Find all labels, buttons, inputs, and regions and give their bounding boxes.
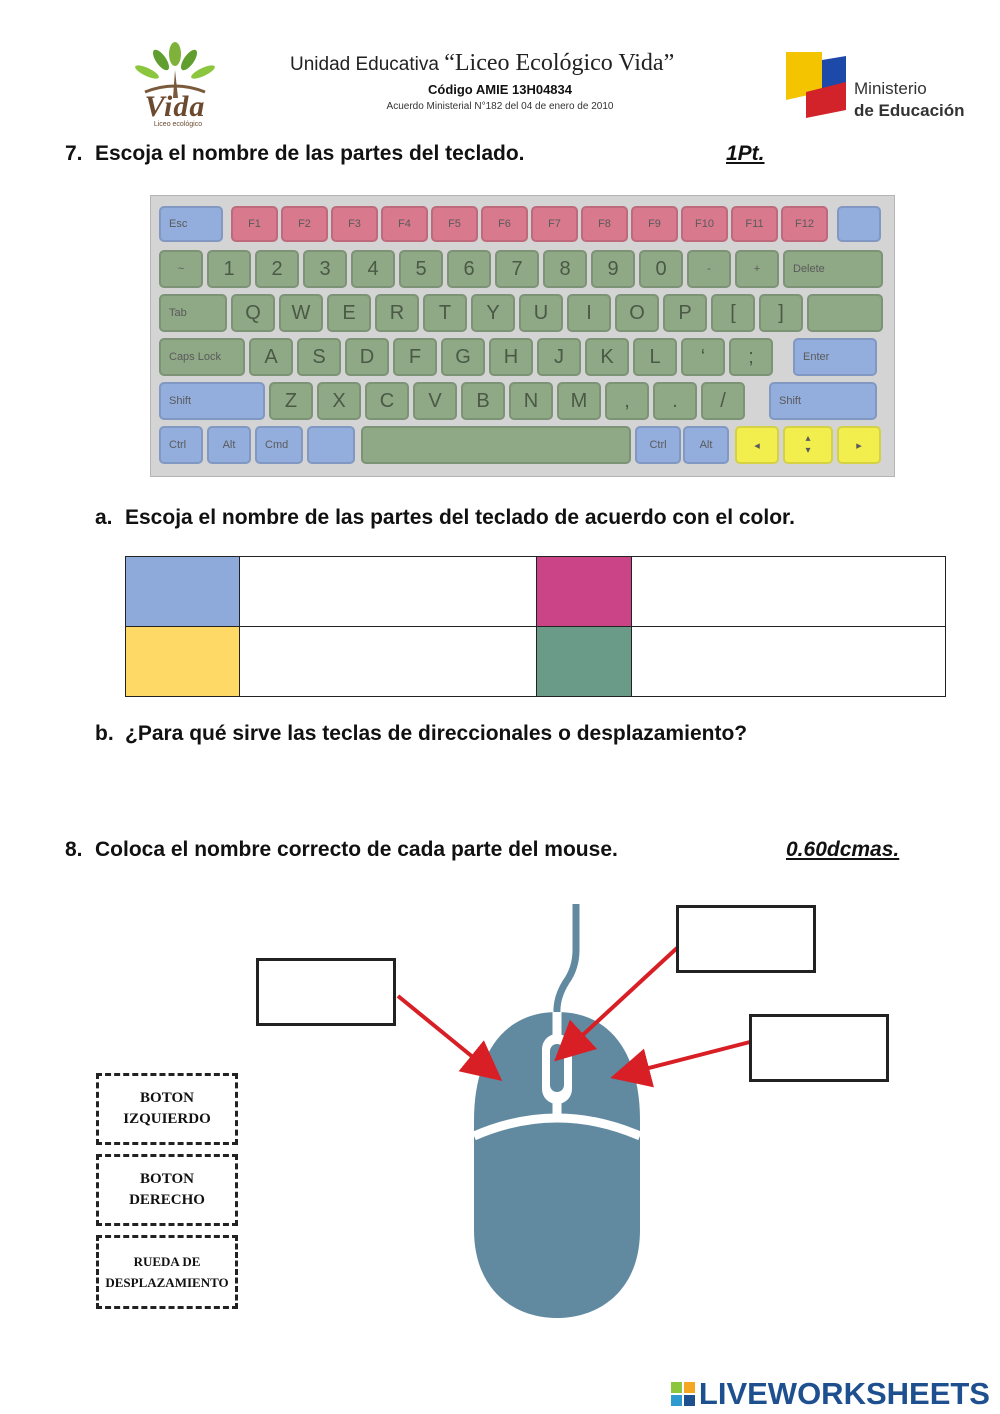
key: -: [687, 250, 731, 288]
amie-code: Código AMIE 13H04834: [427, 82, 572, 97]
school-prefix: Unidad Educativa: [290, 54, 439, 75]
key: ]: [759, 294, 803, 332]
key: F4: [381, 206, 428, 242]
card-line: IZQUIERDO: [123, 1111, 211, 1127]
card-line: RUEDA DE: [133, 1254, 201, 1269]
q7b-heading: [95, 722, 747, 746]
q7b-text: ¿Para qué sirve las teclas de direccionales o desplazamiento?: [125, 722, 748, 745]
ministerial-agreement: Acuerdo Ministerial N°182 del 04 de enero de 2010: [386, 101, 614, 112]
key: M: [557, 382, 601, 420]
school-title: [290, 50, 710, 77]
key: I: [567, 294, 611, 332]
key: L: [633, 338, 677, 376]
card-line: DERECHO: [129, 1192, 205, 1208]
school-logo-subtitle: Liceo ecológico: [153, 121, 203, 128]
key: ~: [159, 250, 203, 288]
key: Alt: [207, 426, 251, 464]
liveworksheets-logo: [671, 1376, 990, 1414]
key: F3: [331, 206, 378, 242]
key: O: [615, 294, 659, 332]
q7b-letter: b.: [95, 722, 114, 745]
key: 9: [591, 250, 635, 288]
key: N: [509, 382, 553, 420]
key: Tab: [159, 294, 227, 332]
key: Shift: [159, 382, 265, 420]
key: [: [711, 294, 755, 332]
key: Ctrl: [159, 426, 203, 464]
q8-number: 8.: [65, 838, 83, 861]
key: 6: [447, 250, 491, 288]
key: F9: [631, 206, 678, 242]
key: 7: [495, 250, 539, 288]
key: Shift: [769, 382, 877, 420]
key: X: [317, 382, 361, 420]
key: Enter: [793, 338, 877, 376]
swatch-magenta: [537, 557, 632, 627]
key: F5: [431, 206, 478, 242]
key: F1: [231, 206, 278, 242]
color-answer-table: [125, 556, 946, 697]
key: .: [653, 382, 697, 420]
answer-cell-green[interactable]: [632, 627, 946, 697]
key: Z: [269, 382, 313, 420]
key: H: [489, 338, 533, 376]
liveworksheets-icon: [671, 1378, 695, 1414]
mouse-answer-box-left[interactable]: [256, 958, 396, 1026]
key: 2: [255, 250, 299, 288]
key: 4: [351, 250, 395, 288]
answer-cell-magenta[interactable]: [632, 557, 946, 627]
arrow-left-button: [398, 996, 496, 1076]
card-line: BOTON: [140, 1090, 194, 1106]
key: 1: [207, 250, 251, 288]
key: 0: [639, 250, 683, 288]
key: Caps Lock: [159, 338, 245, 376]
key: [837, 206, 881, 242]
mouse-answer-box-right[interactable]: [749, 1014, 889, 1082]
school-logo-word: Vida: [144, 90, 206, 123]
ministry-logo: [786, 52, 852, 118]
swatch-green: [537, 627, 632, 697]
key: F: [393, 338, 437, 376]
card-line: DESPLAZAMIENTO: [105, 1275, 229, 1290]
card-boton-izquierdo[interactable]: [96, 1073, 238, 1145]
key: ;: [729, 338, 773, 376]
key: J: [537, 338, 581, 376]
q7-text: Escoja el nombre de las partes del teclado.: [95, 142, 525, 165]
key: Cmd: [255, 426, 303, 464]
key: A: [249, 338, 293, 376]
q7a-letter: a.: [95, 506, 113, 529]
mouse-icon: [474, 1012, 640, 1318]
q7-number: 7.: [65, 142, 83, 165]
swatch-blue: [126, 557, 240, 627]
key: +: [735, 250, 779, 288]
key: 8: [543, 250, 587, 288]
key: F11: [731, 206, 778, 242]
key: F10: [681, 206, 728, 242]
answer-cell-blue[interactable]: [240, 557, 537, 627]
keyboard-image: [150, 195, 895, 477]
arrow-right-button: [618, 1042, 750, 1076]
key: B: [461, 382, 505, 420]
card-line: BOTON: [140, 1171, 194, 1187]
key: F6: [481, 206, 528, 242]
card-boton-derecho[interactable]: [96, 1154, 238, 1226]
key: ▸: [837, 426, 881, 464]
q7a-text: Escoja el nombre de las partes del teclado de acuerdo con el color.: [125, 506, 795, 529]
school-name: “Liceo Ecológico Vida”: [444, 50, 675, 76]
key: T: [423, 294, 467, 332]
key: 5: [399, 250, 443, 288]
key: E: [327, 294, 371, 332]
key: D: [345, 338, 389, 376]
q8-text: Coloca el nombre correcto de cada parte del mouse.: [95, 838, 618, 861]
key: [807, 294, 883, 332]
swatch-yellow: [126, 627, 240, 697]
key: [307, 426, 355, 464]
key: W: [279, 294, 323, 332]
q7a-heading: [95, 506, 795, 530]
key: S: [297, 338, 341, 376]
ministry-line2: de Educación: [854, 101, 965, 120]
answer-cell-yellow[interactable]: [240, 627, 537, 697]
q8-heading: [65, 838, 618, 862]
key: /: [701, 382, 745, 420]
key-arrow-up-down: ▴ ▾: [783, 426, 833, 464]
key: C: [365, 382, 409, 420]
key: K: [585, 338, 629, 376]
mouse-cable: [557, 904, 576, 1014]
ministry-name: [854, 78, 965, 122]
key: Delete: [783, 250, 883, 288]
key: ,: [605, 382, 649, 420]
key: G: [441, 338, 485, 376]
key: 3: [303, 250, 347, 288]
key: R: [375, 294, 419, 332]
card-rueda-desplazamiento[interactable]: [96, 1235, 238, 1309]
key: Esc: [159, 206, 223, 242]
key: ‘: [681, 338, 725, 376]
key: ◂: [735, 426, 779, 464]
q8-points: 0.60dcmas.: [786, 838, 900, 861]
key: Ctrl: [635, 426, 681, 464]
key: V: [413, 382, 457, 420]
key: [361, 426, 631, 464]
key: Q: [231, 294, 275, 332]
ministry-line1: Ministerio: [854, 79, 927, 98]
key: F2: [281, 206, 328, 242]
liveworksheets-text: LIVEWORKSHEETS: [698, 1376, 990, 1411]
key: Y: [471, 294, 515, 332]
q7-heading: [65, 142, 525, 166]
key: F12: [781, 206, 828, 242]
ministry-flag-icon: [786, 52, 852, 118]
key: U: [519, 294, 563, 332]
key: F7: [531, 206, 578, 242]
key: F8: [581, 206, 628, 242]
key: Alt: [683, 426, 729, 464]
q7-points: 1Pt.: [726, 142, 765, 165]
key: P: [663, 294, 707, 332]
mouse-answer-box-top[interactable]: [676, 905, 816, 973]
